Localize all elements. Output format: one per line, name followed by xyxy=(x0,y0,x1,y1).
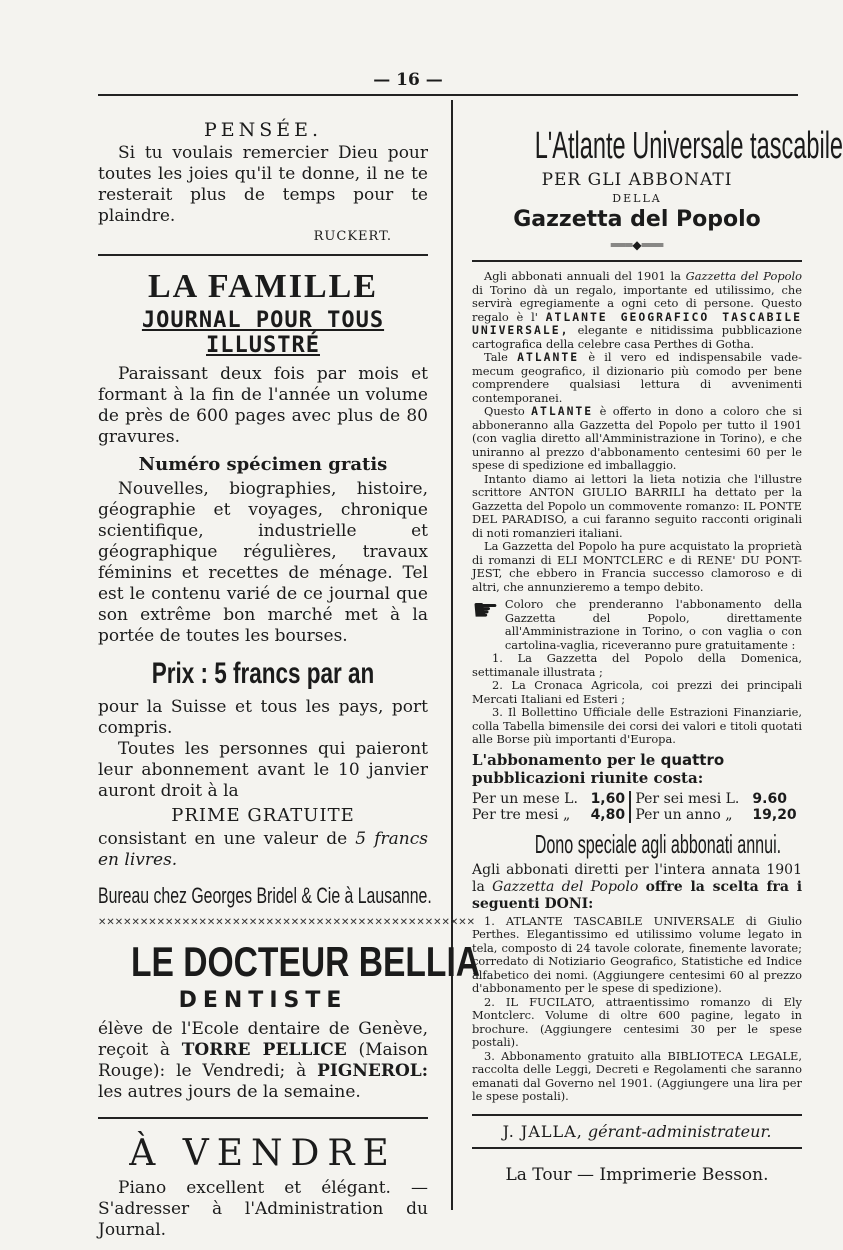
para1-c: elegante e nitidissima pubblicazione cartografica della celebre casa Perthes di Gotha. xyxy=(472,323,802,351)
para3-a: Questo xyxy=(484,404,525,418)
table-row xyxy=(472,807,802,823)
divider xyxy=(472,1147,802,1149)
piano-text: Piano excellent et élégant. — S'adresser à l'Administration du Journal. xyxy=(98,1178,428,1240)
famille-subtitle: JOURNAL POUR TOUS ILLUSTRÉ xyxy=(141,308,385,358)
para1-b: di Torino dà un regalo, importante ed utilissimo, che servirà egregiamente a ogni ceto di persone. Questo regalo è l' xyxy=(472,282,802,324)
prix-heading: Prix : 5 francs par an xyxy=(151,657,375,690)
dono-intro-a: Agli abbonati diretti per l'intera annata 1901 la xyxy=(472,861,802,895)
atlante-para-3 xyxy=(472,405,802,473)
right-column xyxy=(472,105,843,1185)
famille-title: LA FAMILLE xyxy=(147,268,378,305)
famille-contents: Nouvelles, biographies, histoire, géographie et voyages, chronique scientifique, industrielle et géographique régulières, travaux féminins et recettes de ménage. Tel est le contenu varié de ce journal que son extrême bon marché met à la portée de toutes les bourses. xyxy=(98,479,428,646)
price-label: Per un mese L. xyxy=(472,790,578,807)
dentiste-text xyxy=(98,1019,428,1103)
price-value: 4,80 xyxy=(590,806,626,823)
doni-list xyxy=(472,915,802,1104)
imprimerie-line: La Tour — Imprimerie Besson. xyxy=(505,1164,769,1185)
dentiste-text-3: les autres jours de la semaine. xyxy=(98,1082,361,1102)
dono-intro-b: offre la scelta fra i seguenti DONI: xyxy=(472,878,803,912)
per-gli-abbonati: PER GLI ABBONATI xyxy=(541,170,733,190)
para2-b: è il vero ed indispensabile vade-mecum geografico, il dizionario più comodo per bene comprendere qualsiasi lettura di avvenimenti contemporanei. xyxy=(472,350,803,405)
bureau-line: Bureau chez Georges Bridel & Cie à Lausanne. xyxy=(98,883,432,908)
della-label: DELLA xyxy=(612,192,662,205)
left-column xyxy=(98,105,481,1241)
gerant-role: gérant-administrateur. xyxy=(587,1121,772,1141)
page-number: — 16 — xyxy=(373,70,443,90)
dono-intro-gazzetta: Gazzetta del Popolo xyxy=(492,878,639,895)
atlante-para-6: Coloro che prenderanno l'abbonamento della Gazzetta del Popolo, direttamente all'Amministrazione in Torino, o con vaglia o con cartolina-vaglia, riceveranno pure gratuitamente : xyxy=(504,597,802,652)
pensee-title: PENSÉE. xyxy=(203,119,323,141)
hand-notice xyxy=(472,593,802,652)
divider xyxy=(472,260,802,262)
suisse-text: pour la Suisse et tous les pays, port compris. xyxy=(98,697,428,738)
divider xyxy=(98,1117,428,1119)
consistant-label: consistant en une valeur de xyxy=(98,829,348,849)
gazzetta-title: Gazzetta del Popolo xyxy=(513,207,761,232)
price-label: Per un anno „ xyxy=(630,807,752,823)
list-item: 2. La Cronaca Agricola, coi prezzi dei principali Mercati Italiani ed Esteri ; xyxy=(472,678,802,706)
pignerol: PIGNEROL: xyxy=(317,1061,428,1081)
pointing-hand-icon: ☛ xyxy=(472,593,499,628)
para2-a: Tale xyxy=(484,350,508,364)
atlante-geografico: ATLANTE GEOGRAFICO TASCABILE UNIVERSALE, xyxy=(472,309,802,337)
atlante-para-2 xyxy=(472,351,802,405)
consistant-value: 5 francs en livres. xyxy=(98,829,429,870)
top-rule xyxy=(98,94,798,96)
list-item: 1. La Gazzetta del Popolo della Domenica, settimanale illustrata ; xyxy=(472,651,802,679)
price-value: 19,20 xyxy=(752,806,797,823)
list-item: 2. IL FUCILATO, attraentissimo romanzo di Ely Montclerc. Volume di oltre 600 pagine, legato in brochure. (Aggiungere centesimi 30 per le spese postali). xyxy=(472,994,802,1049)
atlante-para-1 xyxy=(472,270,802,351)
price-table xyxy=(472,791,802,823)
divider xyxy=(98,254,428,256)
para3-b: è offerto in dono a coloro che si abboneranno alla Gazzetta del Popolo per tutto il 1901 (con vaglia diretto all'Amministrazione in Torino), e che uniranno al prezzo d'abbonamento centesimi 60 per le spese di spedizione ed imballaggio. xyxy=(472,404,803,472)
abbonamento-heading xyxy=(472,751,802,787)
famille-intro: Paraissant deux fois par mois et formant à la fin de l'année un volume de près de 600 pages avec plus de 80 gravures. xyxy=(98,364,428,447)
flourish-ornament: ═══◆═══ xyxy=(610,238,664,252)
gerant-line xyxy=(472,1122,802,1141)
numero-specimen: Numéro spécimen gratis xyxy=(138,454,388,475)
pensee-text: Si tu voulais remercier Dieu pour toutes les joies qu'il te donne, il ne te resterait plus de temps pour te plaindre. xyxy=(98,143,428,226)
atlante-title: L'Atlante Universale tascabile xyxy=(534,125,843,167)
ornament-border: ✕✕✕✕✕✕✕✕✕✕✕✕✕✕✕✕✕✕✕✕✕✕✕✕✕✕✕✕✕✕✕✕✕✕✕✕✕✕✕✕✕✕✕✕✕ xyxy=(98,917,476,928)
dentiste-text-1: élève de l'Ecole dentaire de Genève, reçoit à xyxy=(98,1019,428,1060)
list-item: 3. Abbonamento gratuito alla BIBLIOTECA LEGALE, raccolta delle Leggi, Decreti e Regolamenti che saranno emanati dal Governo nel 1901. (Aggiungere una lira per le spese postali). xyxy=(472,1048,802,1103)
atlante-para-4: Intanto diamo ai lettori la lieta notizia che l'illustre scrittore ANTON GIULIO BARRILI ha dettato per la Gazzetta del Popolo un commovente romanzo: IL PONTE DEL PARADISO, a cui faranno seguito racconti originali di noti romanzieri italiani. xyxy=(472,471,802,540)
price-label: Per tre mesi „ xyxy=(472,806,571,823)
dono-title: Dono speciale agli abbonati annui. xyxy=(534,828,782,859)
price-label: Per sei mesi L. xyxy=(630,791,752,807)
prime-gratuite: PRIME GRATUITE xyxy=(171,805,355,826)
list-item: 1. ATLANTE TASCABILE UNIVERSALE di Giulio Perthes. Elegantissimo ed utilissimo volume legato in tela, composto di 24 tavole colorate, finemente lavorate; corredato di Notiziario Geografico, Statistiche ed Indice alfabetico dei nomi. (Aggiungere centesimi 60 al prezzo d'abbonamento per le spese di spedizione). xyxy=(472,913,802,995)
gerant-name: J. JALLA, xyxy=(502,1121,583,1141)
table-row xyxy=(472,791,802,807)
dentiste-text-2: (Maison Rouge): le Vendredi; à xyxy=(98,1040,429,1081)
dono-intro xyxy=(472,862,802,913)
atlante-para-5: La Gazzetta del Popolo ha pure acquistato la proprietà di romanzi di ELI MONTCLERC e di RENE' DU PONT-JEST, che ebbero in Francia successo clamoroso e di altri, che annunzieremo a tempo debito. xyxy=(472,539,802,594)
para1-gazzetta: Gazzetta del Popolo xyxy=(685,269,802,283)
price-value: 9.60 xyxy=(752,790,787,807)
pensee-author: RUCKERT. xyxy=(313,229,392,244)
atlante-word: ATLANTE xyxy=(517,350,580,364)
gratis-list xyxy=(472,652,802,747)
vendre-title: À VENDRE xyxy=(129,1133,397,1174)
abbo-quattro: quattro xyxy=(660,750,725,769)
atlante-word: ATLANTE xyxy=(531,404,594,418)
docteur-title: LE DOCTEUR BELLIA xyxy=(131,938,481,985)
para1-a: Agli abbonati annuali del 1901 la xyxy=(484,269,681,283)
torre-pellice: TORRE PELLICE xyxy=(181,1040,347,1060)
column-divider xyxy=(451,100,453,1210)
abbo-b: pubblicazioni riunite costa: xyxy=(472,768,704,787)
consistant-text xyxy=(98,829,428,871)
dentiste-heading: DENTISTE xyxy=(178,988,348,1013)
list-item: 3. Il Bollettino Ufficiale delle Estrazioni Finanziarie, colla Tabella bimensile dei corsi dei valori e titoli quotati alle Borse più importanti d'Europa. xyxy=(472,705,802,746)
toutes-text: Toutes les personnes qui paieront leur abonnement avant le 10 janvier auront droit à la xyxy=(98,739,428,801)
price-value: 1,60 xyxy=(590,790,626,807)
divider xyxy=(472,1114,802,1116)
abbo-a: L'abbonamento per le xyxy=(472,750,656,769)
